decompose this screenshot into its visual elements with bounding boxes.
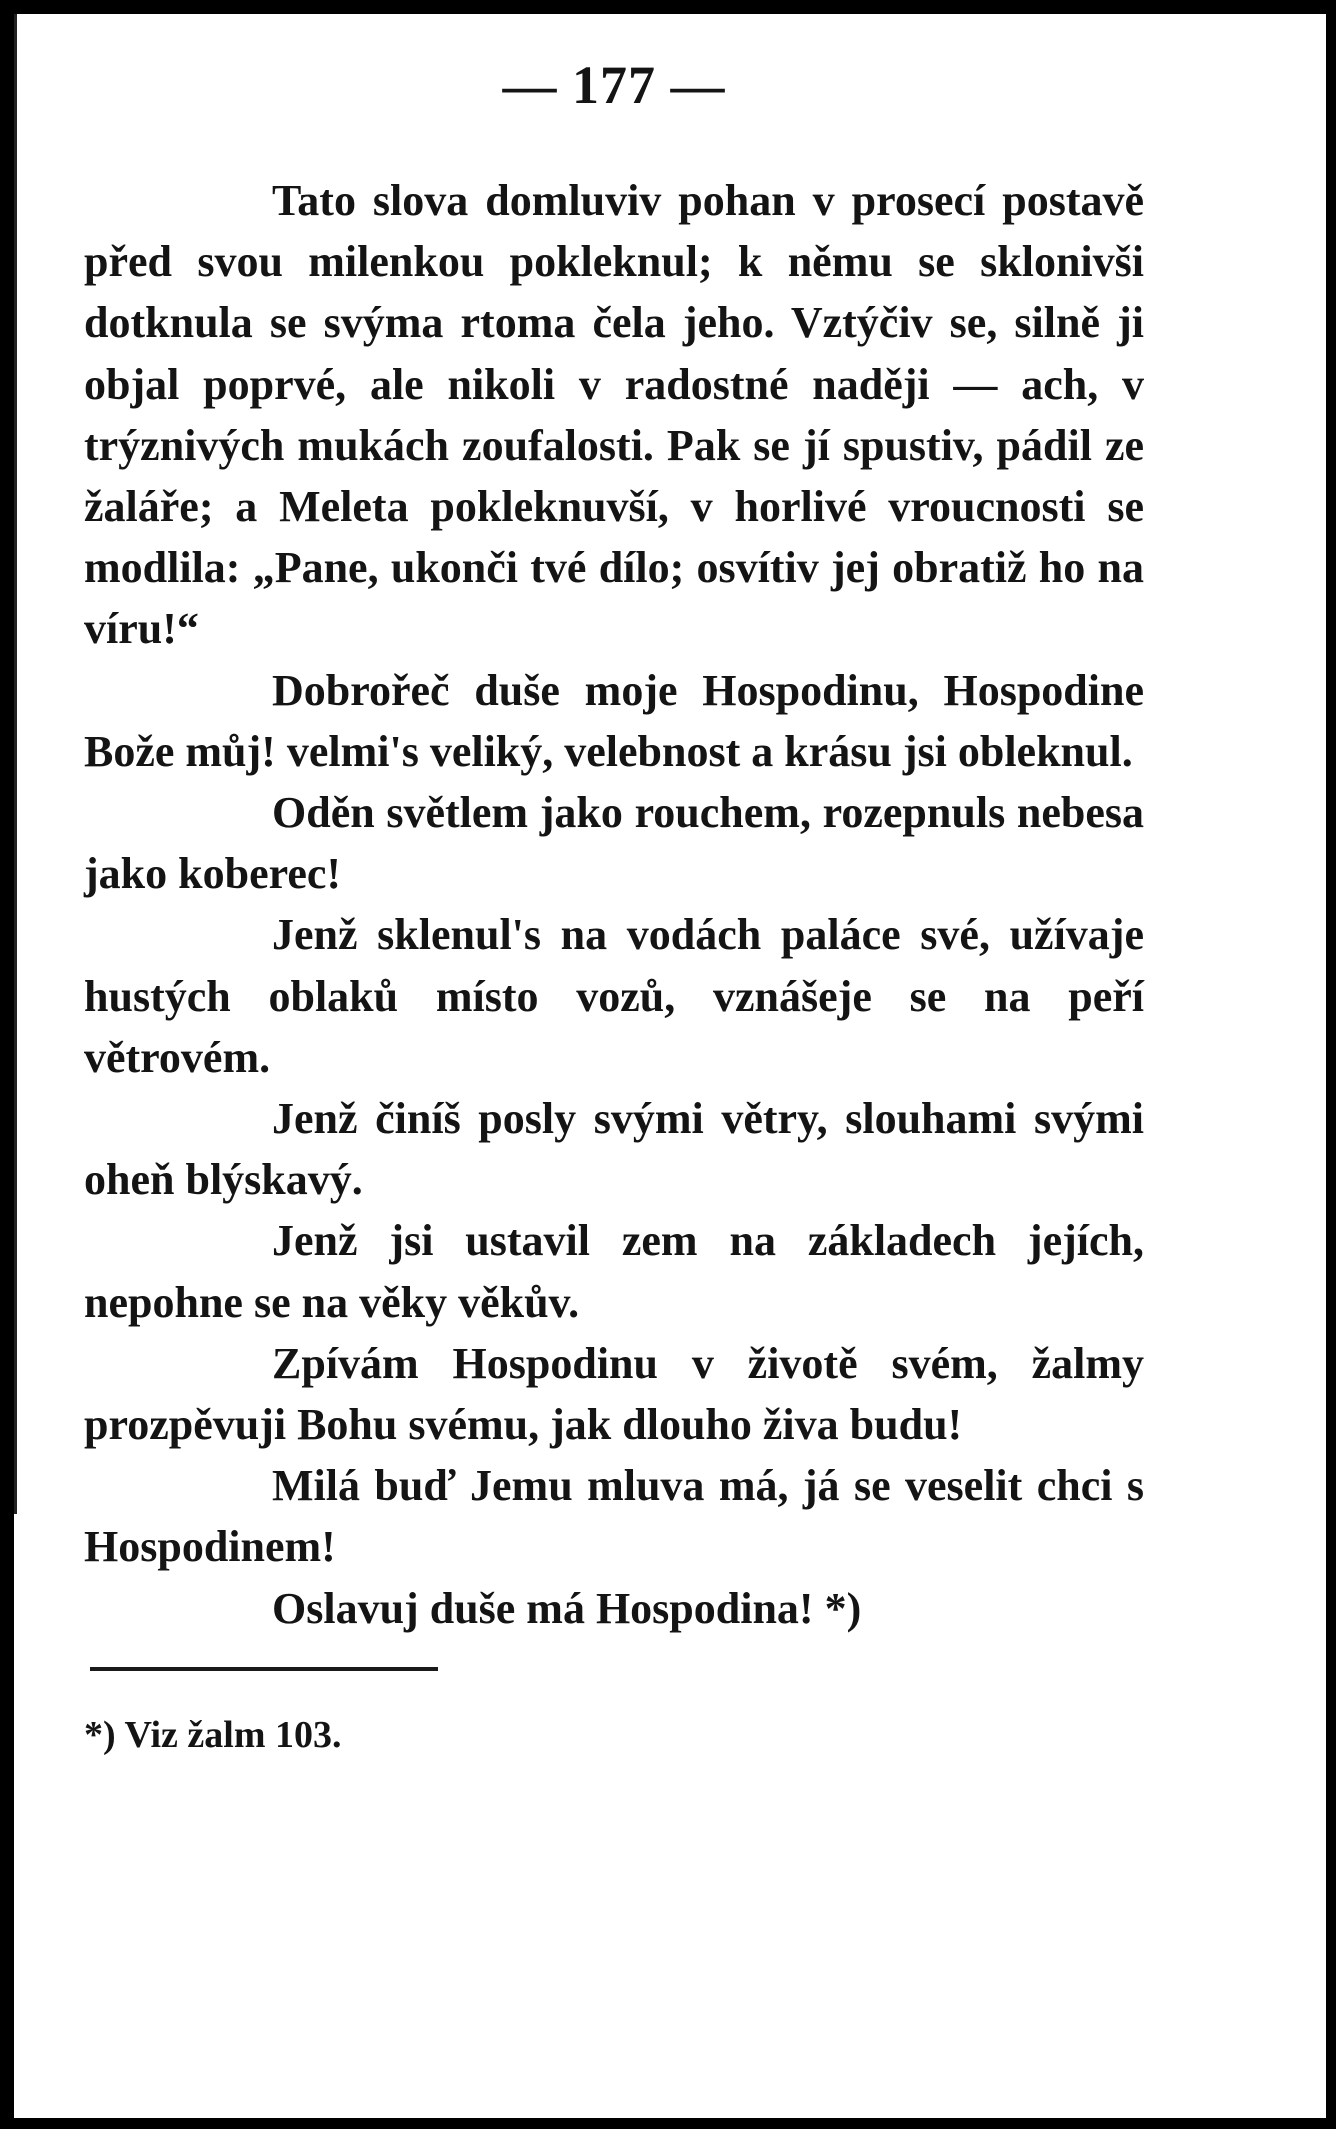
paragraph-5: Jenž činíš posly svými větry, slouhami svými oheň blýskavý. [84,1094,1144,1205]
paragraph-8: Milá buď Jemu mluva má, já se veselit chci s Hospodinem! [84,1461,1144,1572]
paragraph-4: Jenž sklenul's na vodách paláce své, užívaje hustých oblaků místo vozů, vznášeje se na peří větrovém. [84,910,1144,1082]
paragraph-3: Oděn světlem jako rouchem, rozepnuls nebesa jako koberec! [84,788,1144,899]
page-content [84,50,1144,1759]
book-page [14,14,1326,2118]
paragraph-6: Jenž jsi ustavil zem na základech jejích, nepohne se na věky věkův. [84,1216,1144,1327]
footnote-divider [90,1667,438,1671]
left-edge-mark [14,14,17,1514]
paragraph-1: Tato slova domluviv pohan v prosecí postavě před svou milenkou pokleknul; k němu se sklonivši dotknula se svýma rtoma čela jeho. Vztýčiv se, silně ji objal poprvé, ale nikoli v radostné naději — ach, v trýznivých mukách zoufalosti. Pak se jí spustiv, pádil ze žaláře; a Meleta pokleknuvší, v horlivé vroucnosti se modlila: „Pane, ukonči tvé dílo; osvítiv jej obratiž ho na víru!“ [84,176,1144,654]
paragraph-2: Dobrořeč duše moje Hospodinu, Hospodine Bože můj! velmi's veliký, velebnost a krásu jsi obleknul. [84,665,1144,776]
paragraph-7: Zpívám Hospodinu v životě svém, žalmy prozpěvuji Bohu svému, jak dlouho živa budu! [84,1338,1144,1450]
footnote: *) Viz žalm 103. [84,1713,342,1756]
paragraph-9: Oslavuj duše má Hospodina! *) [272,1583,862,1633]
page-number: — 177 — [502,55,726,115]
